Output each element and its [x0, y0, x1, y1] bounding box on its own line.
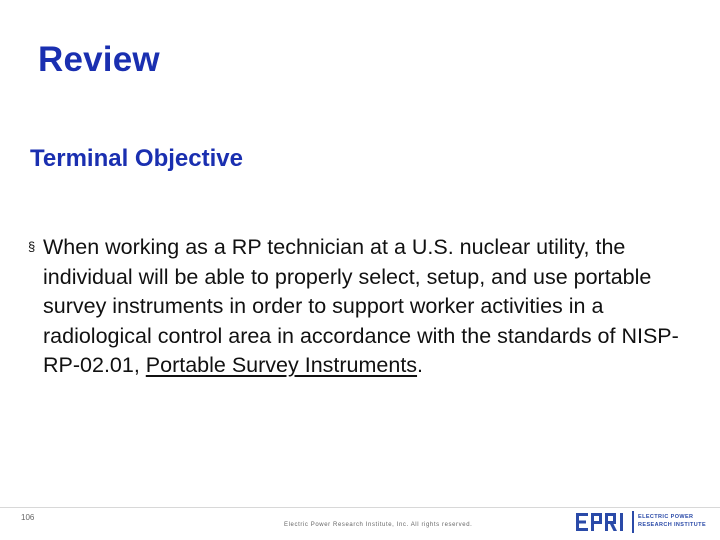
slide-title: Review — [38, 40, 160, 79]
logo-wordmark — [638, 514, 706, 529]
bullet-marker: § — [28, 239, 36, 254]
epri-logo-mark-icon — [576, 513, 630, 531]
standard-title-underlined: Portable Survey Instruments — [145, 353, 418, 377]
page-number: 106 — [21, 513, 35, 522]
section-heading: Terminal Objective — [30, 145, 243, 172]
epri-logo — [576, 511, 716, 539]
bullet-text: When working as a RP technician at a U.S. nuclear utility, the individual will be able to properly select, setup, and use portable survey instruments in order to support worker activities in a radiological control area in accordance with the standards of NISP-RP-02.01, — [43, 235, 679, 377]
footer-divider — [0, 507, 720, 508]
bullet-list — [28, 232, 708, 381]
bullet-end-punctuation: . — [417, 353, 424, 377]
copyright-notice: Electric Power Research Institute, Inc. All rights reserved. — [284, 522, 473, 528]
logo-divider — [632, 511, 634, 533]
logo-line-2: RESEARCH INSTITUTE — [638, 521, 707, 528]
logo-line-1: ELECTRIC POWER — [638, 514, 694, 520]
bullet-item — [28, 232, 708, 381]
